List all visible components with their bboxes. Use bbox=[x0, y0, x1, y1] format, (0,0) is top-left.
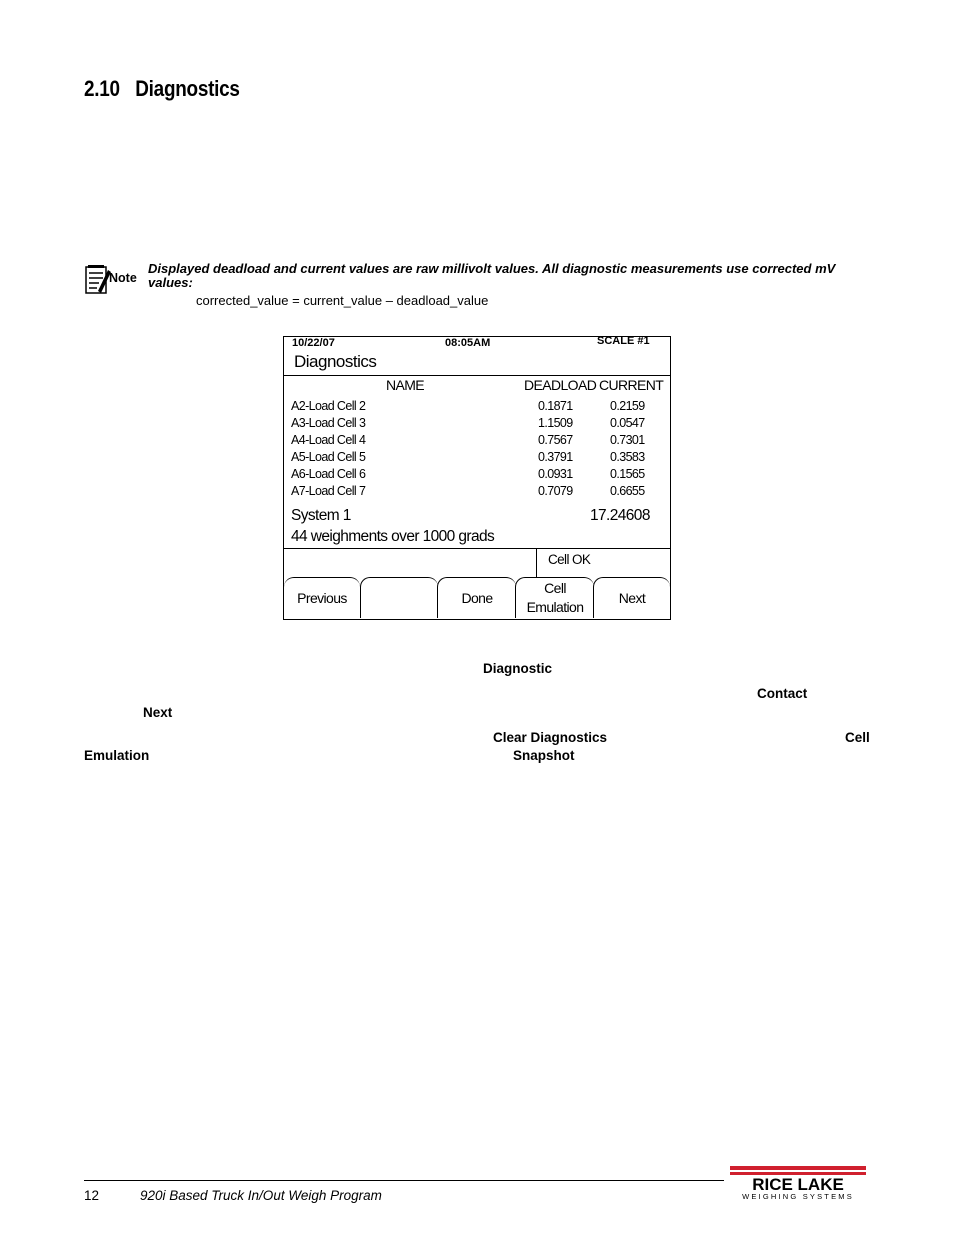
body-term-snapshot: Snapshot bbox=[513, 748, 575, 763]
row-deadload: 0.1871 bbox=[538, 399, 573, 413]
note-formula: corrected_value = current_value – deadload_value bbox=[196, 293, 489, 308]
cell-status: Cell OK bbox=[548, 552, 591, 567]
page-number: 12 bbox=[84, 1188, 100, 1203]
blank-softkey[interactable] bbox=[360, 577, 438, 618]
table-row bbox=[284, 450, 670, 467]
weighments-text: 44 weighments over 1000 grads bbox=[291, 528, 495, 545]
body-term-cell: Cell bbox=[845, 730, 870, 745]
screen-divider bbox=[284, 375, 670, 376]
row-name: A5-Load Cell 5 bbox=[291, 450, 366, 464]
row-current: 0.3583 bbox=[610, 450, 645, 464]
body-term-next: Next bbox=[143, 705, 173, 720]
cell-emulation-label-line1: Cell bbox=[544, 580, 566, 596]
row-deadload: 0.0931 bbox=[538, 467, 573, 481]
system-value: 17.24608 bbox=[590, 507, 650, 524]
table-row bbox=[284, 484, 670, 501]
previous-button[interactable] bbox=[284, 577, 360, 618]
row-name: A4-Load Cell 4 bbox=[291, 433, 366, 447]
previous-button-label: Previous bbox=[297, 589, 347, 606]
done-button-label: Done bbox=[461, 589, 493, 606]
next-button[interactable] bbox=[593, 577, 670, 618]
row-deadload: 0.7567 bbox=[538, 433, 573, 447]
cell-emulation-button[interactable] bbox=[515, 577, 594, 618]
diagnostics-screen bbox=[283, 336, 671, 620]
screen-time: 08:05AM bbox=[445, 337, 491, 349]
rice-lake-logo bbox=[730, 1166, 866, 1200]
column-header-name: NAME bbox=[386, 377, 425, 393]
cell-emulation-label-line2: Emulation bbox=[526, 599, 584, 615]
softkey-bar bbox=[284, 577, 670, 619]
section-number: 2.10 bbox=[84, 76, 120, 101]
body-term-contact: Contact bbox=[757, 686, 808, 701]
row-current: 0.2159 bbox=[610, 399, 645, 413]
row-name: A6-Load Cell 6 bbox=[291, 467, 366, 481]
note-label: Note bbox=[109, 271, 137, 285]
body-term-diagnostic: Diagnostic bbox=[483, 661, 553, 676]
svg-text:RICE LAKE: RICE LAKE bbox=[752, 1175, 844, 1194]
row-name: A7-Load Cell 7 bbox=[291, 484, 366, 498]
row-current: 0.6655 bbox=[610, 484, 645, 498]
row-deadload: 1.1509 bbox=[538, 416, 573, 430]
section-heading bbox=[84, 76, 240, 102]
done-button[interactable] bbox=[437, 577, 516, 618]
screen-date: 10/22/07 bbox=[292, 337, 335, 349]
row-current: 0.0547 bbox=[610, 416, 645, 430]
footer-rule bbox=[84, 1180, 724, 1181]
next-button-label: Next bbox=[618, 589, 646, 606]
row-deadload: 0.3791 bbox=[538, 450, 573, 464]
svg-text:WEIGHING SYSTEMS: WEIGHING SYSTEMS bbox=[742, 1192, 854, 1200]
section-title: Diagnostics bbox=[135, 76, 240, 101]
row-name: A3-Load Cell 3 bbox=[291, 416, 366, 430]
screen-scale: SCALE #1 bbox=[597, 335, 650, 347]
column-header-deadload: DEADLOAD bbox=[524, 377, 597, 393]
row-current: 0.7301 bbox=[610, 433, 645, 447]
row-current: 0.1565 bbox=[610, 467, 645, 481]
status-divider bbox=[284, 548, 670, 549]
screen-title: Diagnostics bbox=[294, 352, 377, 371]
row-deadload: 0.7079 bbox=[538, 484, 573, 498]
document-title: 920i Based Truck In/Out Weigh Program bbox=[140, 1188, 382, 1203]
table-row bbox=[284, 433, 670, 450]
column-header-current: CURRENT bbox=[599, 377, 664, 393]
row-name: A2-Load Cell 2 bbox=[291, 399, 366, 413]
table-row bbox=[284, 399, 670, 416]
note-text: Displayed deadload and current values are raw millivolt values. All diagnostic measurements use corrected mV values: bbox=[148, 261, 836, 290]
body-term-emulation: Emulation bbox=[84, 748, 150, 763]
status-separator bbox=[536, 548, 537, 577]
table-row bbox=[284, 416, 670, 433]
system-label: System 1 bbox=[291, 507, 351, 524]
table-row bbox=[284, 467, 670, 484]
body-term-clear-diagnostics: Clear Diagnostics bbox=[493, 730, 608, 745]
